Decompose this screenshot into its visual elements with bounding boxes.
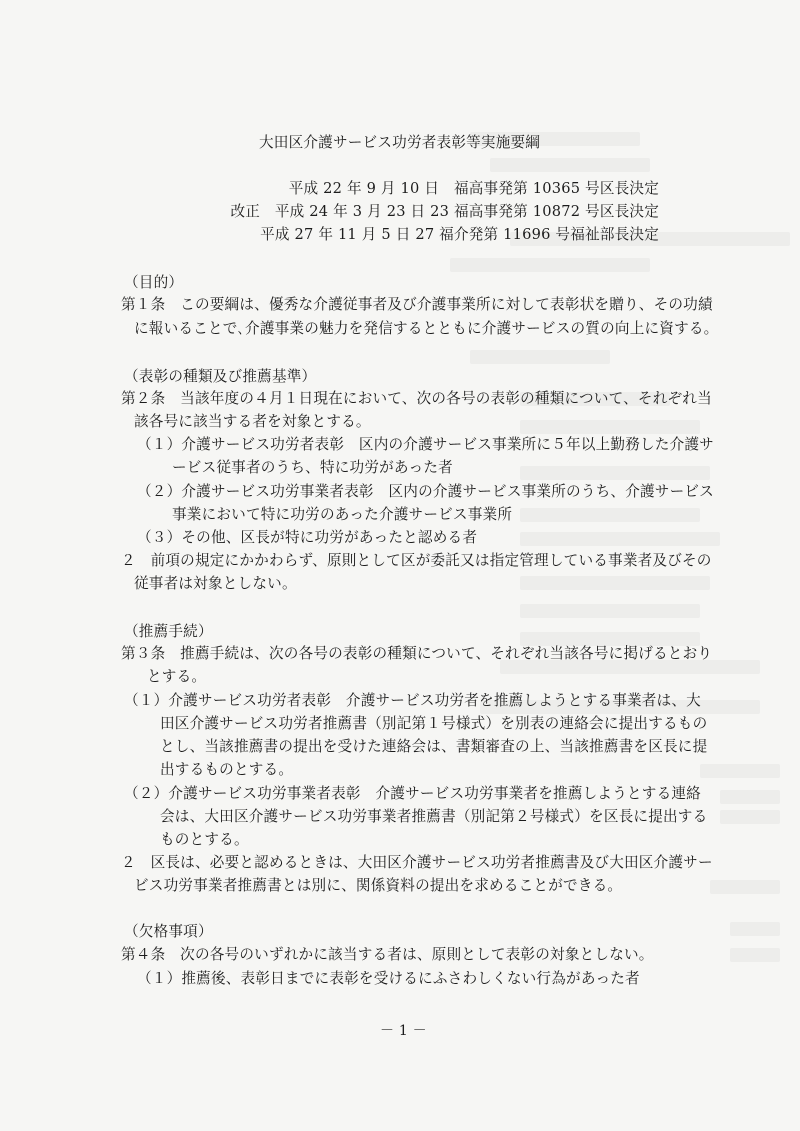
section-1-heading: （目的） (124, 274, 184, 291)
section-2-paragraph-2: ２ 前項の規定にかかわらず、原則として区が委託又は指定管理している事業者及びその (121, 552, 712, 569)
section-2-heading: （表彰の種類及び推薦基準） (124, 368, 317, 385)
history-line-2: 改正 平成 24 年 3 月 23 日 23 福高事発第 10872 号区長決定 (230, 203, 659, 220)
page-number: － 1 － (380, 1023, 427, 1039)
section-2-paragraph-2: 従事者は対象としない。 (134, 575, 297, 592)
section-3-item-1: 出するものとする。 (160, 761, 294, 778)
section-4-heading: （欠格事項） (124, 923, 213, 940)
section-4-text: 第４条 次の各号のいずれかに該当する者は、原則として表彰の対象としない。 (121, 946, 654, 963)
section-2-text: 第２条 当該年度の４月１日現在において、次の各号の表彰の種類について、それぞれ当 (121, 390, 712, 407)
history-line-3: 平成 27 年 11 月 5 日 27 福介発第 11696 号福祉部長決定 (260, 226, 659, 243)
section-3-paragraph-2: ビス功労事業者推薦書とは別に、関係資料の提出を求めることができる。 (134, 877, 623, 894)
section-2-text: 該各号に該当する者を対象とする。 (134, 413, 371, 430)
section-3-item-2: 会は、大田区介護サービス功労事業者推薦書（別記第２号様式）を区長に提出する (160, 808, 708, 825)
section-1-text: 第１条 この要綱は、優秀な介護従事者及び介護事業所に対して表彰状を贈り、その功績 (121, 296, 713, 313)
section-3-item-1: とし、当該推薦書の提出を受けた連絡会は、書類審査の上、当該推薦書を区長に提 (160, 738, 708, 755)
section-2-item-3: （３）その他、区長が特に功労があったと認める者 (137, 529, 478, 546)
section-2-item-2: 事業において特に功労のあった介護サービス事業所 (172, 506, 513, 523)
section-3-item-1: （１）介護サービス功労者表彰 介護サービス功労者を推薦しようとする事業者は、大 (124, 692, 701, 709)
document-title: 大田区介護サービス功労者表彰等実施要綱 (259, 134, 541, 151)
section-2-item-1: （１）介護サービス功労者表彰 区内の介護サービス事業所に５年以上勤務した介護サ (137, 436, 714, 453)
section-3-item-2: （２）介護サービス功労事業者表彰 介護サービス功労事業者を推薦しようとする連絡 (124, 785, 701, 802)
section-1-text: に報いることで､介護事業の魅力を発信するとともに介護サービスの質の向上に資する。 (134, 320, 719, 337)
section-3-text: 第３条 推薦手続は、次の各号の表彰の種類について、それぞれ当該各号に掲げるとおり (121, 645, 713, 662)
section-3-text: とする。 (147, 668, 207, 685)
section-3-paragraph-2: ２ 区長は、必要と認めるときは、大田区介護サービス功労者推薦書及び大田区介護サー (121, 854, 713, 871)
section-3-heading: （推薦手続） (124, 623, 213, 640)
section-4-item-1: （１）推薦後、表彰日までに表彰を受けるにふさわしくない行為があった者 (137, 970, 640, 987)
section-2-item-1: ービス従事者のうち、特に功労があった者 (172, 459, 453, 476)
section-2-item-2: （２）介護サービス功労事業者表彰 区内の介護サービス事業所のうち、介護サービス (137, 483, 714, 500)
history-line-1: 平成 22 年 9 月 10 日 福高事発第 10365 号区長決定 (288, 180, 659, 197)
section-3-item-2: ものとする。 (160, 831, 249, 848)
section-3-item-1: 田区介護サービス功労者推薦書（別記第１号様式）を別表の連絡会に提出するもの (160, 715, 708, 732)
